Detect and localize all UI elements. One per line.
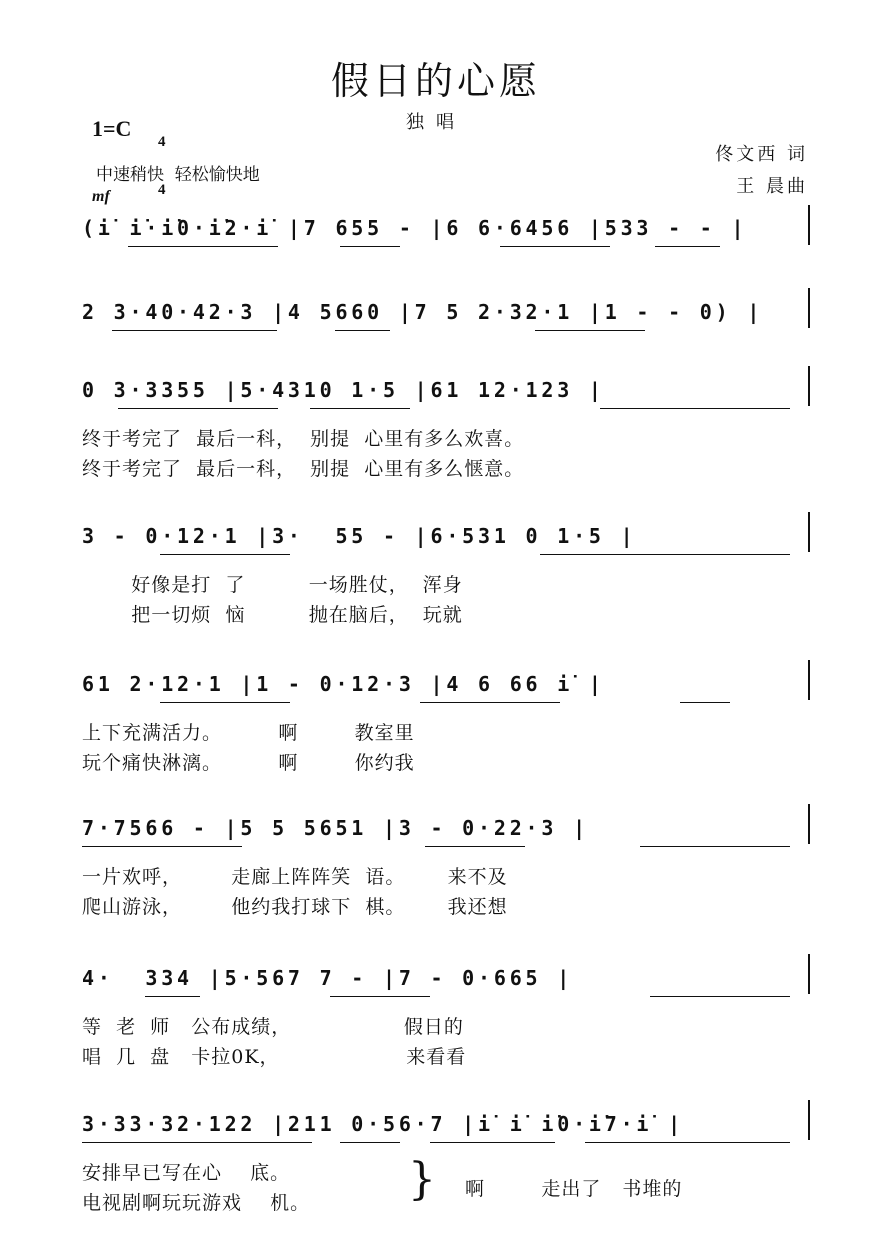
lyric-line-7b: 唱 几 盘 卡拉0K， 来看看 <box>82 1046 467 1068</box>
notation-line-6: 7·7566 - |5 5 5651 |3 - 0·22·3 | <box>82 816 589 840</box>
system-end-bar <box>808 804 810 844</box>
system-end-bar <box>808 512 810 552</box>
system-end-bar <box>808 205 810 245</box>
beam-line <box>500 246 610 247</box>
time-signature-bottom: 4 <box>158 182 166 198</box>
lyric-line-5a: 上下充满活力。 啊 教室里 <box>82 722 415 744</box>
beam-line <box>310 408 410 409</box>
beam-line <box>335 330 390 331</box>
lyric-line-8b: 电视剧啊玩玩游戏 机。 <box>82 1192 311 1214</box>
beam-line <box>535 330 645 331</box>
system-end-bar <box>808 366 810 406</box>
notation-line-5: 61 2·12·1 |1 - 0·12·3 |4 6 66 i̇ | <box>82 672 605 696</box>
beam-line <box>112 330 277 331</box>
beam-line <box>585 1142 790 1143</box>
notation-line-7: 4· 334 |5·567 7 - |7 - 0·665 | <box>82 966 574 990</box>
beam-line <box>340 1142 400 1143</box>
lyric-line-8a: 安排早已写在心 底。 <box>82 1162 291 1184</box>
notation-line-3: 0 3·3355 |5·4310 1·5 |61 12·123 | <box>82 378 605 402</box>
lyric-line-6b: 爬山游泳， 他约我打球下 棋。 我还想 <box>82 896 508 918</box>
beam-line <box>430 1142 555 1143</box>
beam-line <box>680 702 730 703</box>
beam-line <box>160 702 290 703</box>
composer-credit: 王 晨曲 <box>736 176 808 197</box>
beam-line <box>420 702 560 703</box>
beam-line <box>650 996 790 997</box>
tempo-marking: 中速稍快 轻松愉快地 <box>96 165 260 185</box>
lyric-line-5b: 玩个痛快淋漓。 啊 你约我 <box>82 752 415 774</box>
lyric-line-3a: 终于考完了 最后一科， 别提 心里有多么欢喜。 <box>82 428 525 450</box>
beam-line <box>640 846 790 847</box>
beam-line <box>600 408 790 409</box>
lyric-brace: } <box>408 1154 436 1205</box>
system-end-bar <box>808 660 810 700</box>
beam-line <box>82 1142 312 1143</box>
beam-line <box>160 554 290 555</box>
beam-line <box>118 408 278 409</box>
system-end-bar <box>808 288 810 328</box>
time-signature <box>158 102 166 214</box>
beam-line <box>145 996 200 997</box>
dynamic-marking: mf <box>92 188 110 205</box>
lyric-line-4a: 好像是打 了 一场胜仗， 浑身 <box>82 574 463 596</box>
beam-line <box>425 846 525 847</box>
beam-line <box>540 554 790 555</box>
notation-line-2: 2 3·40·42·3 |4 5660 |7 5 2·32·1 |1 - - 0) | <box>82 300 764 324</box>
notation-line-1: (i̇ i̇·i̇0·i̇2·i̇ |7 655 - |6 6·6456 |533 - - | <box>82 216 748 240</box>
song-title: 假日的心愿 <box>330 59 541 103</box>
notation-line-4: 3 - 0·12·1 |3· 55 - |6·531 0 1·5 | <box>82 524 637 548</box>
notation-line-8: 3·33·32·122 |211 0·56·7 |i̇ i̇ i̇0·i̇7·i̇ | <box>82 1112 684 1136</box>
system-end-bar <box>808 954 810 994</box>
lyric-line-7a: 等 老 师 公布成绩， 假日的 <box>82 1016 464 1038</box>
lyric-line-3b: 终于考完了 最后一科， 别提 心里有多么惬意。 <box>82 458 525 480</box>
lyric-line-4b: 把一切烦 恼 抛在脑后， 玩就 <box>82 604 463 626</box>
lyric-line-8-shared: 啊 走出了 书堆的 <box>465 1178 683 1200</box>
beam-line <box>655 246 720 247</box>
beam-line <box>128 246 278 247</box>
lyric-line-6a: 一片欢呼， 走廊上阵阵笑 语。 来不及 <box>82 866 508 888</box>
beam-line <box>82 846 242 847</box>
lyricist-credit: 佟文西 词 <box>715 144 808 165</box>
beam-line <box>330 996 430 997</box>
system-end-bar <box>808 1100 810 1140</box>
key-signature: 1=C <box>92 116 132 141</box>
time-signature-top: 4 <box>158 134 166 150</box>
beam-line <box>340 246 400 247</box>
song-subtitle: 独唱 <box>406 112 466 133</box>
